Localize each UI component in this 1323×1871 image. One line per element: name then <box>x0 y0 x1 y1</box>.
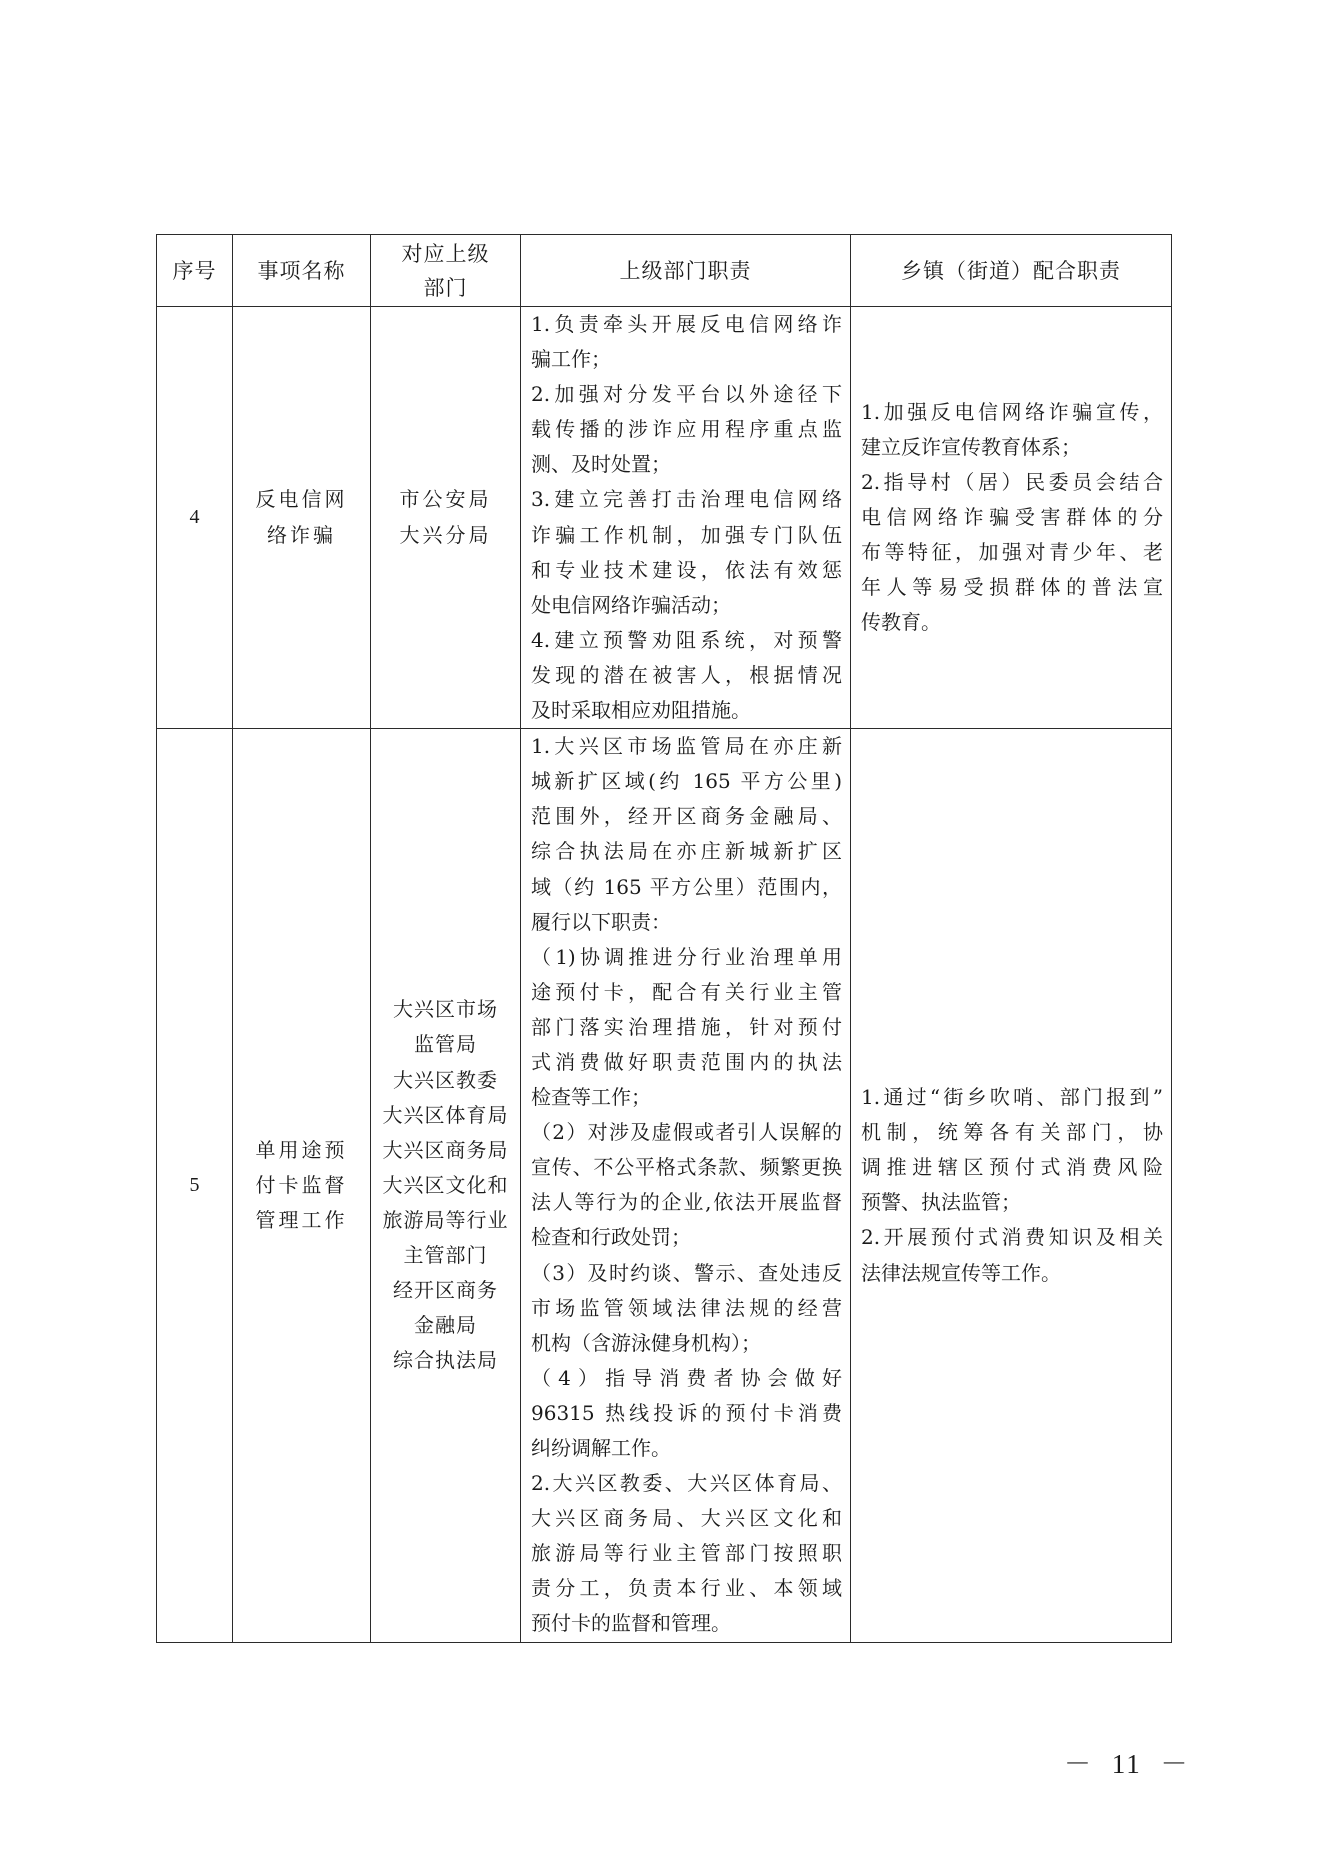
row-item-name <box>233 729 371 1642</box>
dept-line: 经开区商务 <box>393 1278 498 1303</box>
item-name-line: 单用途预 <box>255 1137 348 1162</box>
duty-line: （3）及时约谈、警示、查处违反 <box>531 1260 842 1285</box>
page-number: － 11 － <box>1064 1749 1190 1779</box>
town-duty-line: 年人等易受损群体的普法宣 <box>861 575 1163 600</box>
duty-line: 宣传、不公平格式条款、频繁更换 <box>531 1155 842 1180</box>
dept-line: 大兴区文化和 <box>382 1172 509 1197</box>
duty-line: 及时采取相应劝阻措施。 <box>531 698 751 723</box>
row-upper-duties <box>521 307 851 729</box>
duty-line: 骗工作； <box>531 347 611 372</box>
duty-line: 4.建立预警劝阻系统，对预警 <box>531 627 842 652</box>
duty-line: 1.大兴区市场监管局在亦庄新 <box>531 734 842 759</box>
header-dept <box>371 235 521 307</box>
town-duty-line: 法律法规宣传等工作。 <box>861 1260 1061 1285</box>
header-item-name: 事项名称 <box>233 235 371 307</box>
item-name-line: 付卡监督 <box>255 1172 348 1197</box>
duty-line: 测、及时处置； <box>531 452 671 477</box>
dept-line: 金融局 <box>414 1313 477 1338</box>
duty-line: （2）对涉及虚假或者引人误解的 <box>531 1120 842 1145</box>
duty-line: 检查等工作； <box>531 1085 651 1110</box>
duty-line: 预付卡的监督和管理。 <box>531 1611 731 1636</box>
town-duty-line: 机制，统筹各有关部门，协 <box>861 1120 1163 1145</box>
duty-line: 履行以下职责： <box>531 909 671 934</box>
town-duty-line: 建立反诈宣传教育体系； <box>861 434 1081 459</box>
duty-line: 式消费做好职责范围内的执法 <box>531 1049 842 1074</box>
duty-line: 大兴区商务局、大兴区文化和 <box>531 1506 842 1531</box>
dept-line: 大兴区市场 <box>393 997 498 1022</box>
town-duty-line: 1.加强反电信网络诈骗宣传， <box>861 399 1163 424</box>
duty-line: 机构（含游泳健身机构）； <box>531 1330 761 1355</box>
row-seq: 5 <box>157 729 233 1642</box>
header-dept-line: 部门 <box>423 275 468 300</box>
dept-line: 大兴区商务局 <box>382 1137 509 1162</box>
duty-line: 诈骗工作机制，加强专门队伍 <box>531 522 842 547</box>
town-duty-line: 预警、执法监管； <box>861 1190 1021 1215</box>
row-upper-duties <box>521 729 851 1642</box>
duty-line: 96315 热线投诉的预付卡消费 <box>531 1400 842 1425</box>
item-name-line: 反电信网 <box>255 487 348 512</box>
duty-line: 城新扩区域(约 165 平方公里) <box>531 769 842 794</box>
duty-line: 3.建立完善打击治理电信网络 <box>531 487 842 512</box>
duty-line: 域（约 165 平方公里）范围内， <box>531 874 842 899</box>
dept-line: 主管部门 <box>403 1242 488 1267</box>
item-name-line: 络诈骗 <box>267 522 336 547</box>
duty-line: 载传播的涉诈应用程序重点监 <box>531 417 842 442</box>
duty-line: 部门落实治理措施，针对预付 <box>531 1014 842 1039</box>
town-duty-line: 1.通过“街乡吹哨、部门报到” <box>861 1085 1163 1110</box>
table-row <box>157 729 1172 1642</box>
row-seq: 4 <box>157 307 233 729</box>
town-duty-line: 电信网络诈骗受害群体的分 <box>861 505 1163 530</box>
dept-line: 大兴区教委 <box>393 1067 498 1092</box>
duty-line: 发现的潜在被害人，根据情况 <box>531 662 842 687</box>
duty-line: 范围外，经开区商务金融局、 <box>531 804 842 829</box>
dept-line: 综合执法局 <box>393 1348 498 1373</box>
row-dept <box>371 307 521 729</box>
header-dept-line: 对应上级 <box>401 241 490 266</box>
dept-line: 大兴区体育局 <box>382 1102 509 1127</box>
table-row <box>157 307 1172 729</box>
row-town-duties <box>851 307 1172 729</box>
duty-line: 法人等行为的企业,依法开展监督 <box>531 1190 842 1215</box>
duty-line: 2.加强对分发平台以外途径下 <box>531 382 842 407</box>
item-name-line: 管理工作 <box>255 1207 348 1232</box>
town-duty-line: 布等特征，加强对青少年、老 <box>861 540 1163 565</box>
header-town-duties: 乡镇（街道）配合职责 <box>851 235 1172 307</box>
duty-line: 处电信网络诈骗活动； <box>531 592 731 617</box>
town-duty-line: 调推进辖区预付式消费风险 <box>861 1155 1163 1180</box>
duty-line: 综合执法局在亦庄新城新扩区 <box>531 839 842 864</box>
duty-line: 责分工，负责本行业、本领域 <box>531 1576 842 1601</box>
dept-line: 旅游局等行业 <box>382 1207 509 1232</box>
duty-line: 旅游局等行业主管部门按照职 <box>531 1541 842 1566</box>
duty-line: 和专业技术建设，依法有效惩 <box>531 557 842 582</box>
duty-line: 检查和行政处罚； <box>531 1225 691 1250</box>
duty-line: （1)协调推进分行业治理单用 <box>531 944 842 969</box>
town-duty-line: 2.开展预付式消费知识及相关 <box>861 1225 1163 1250</box>
duty-line: 纠纷调解工作。 <box>531 1436 671 1460</box>
town-duty-line: 传教育。 <box>861 610 941 635</box>
duty-line: 1.负责牵头开展反电信网络诈 <box>531 312 842 336</box>
dept-line: 市公安局 <box>399 487 492 512</box>
duty-line: 市场监管领域法律法规的经营 <box>531 1295 842 1320</box>
dept-line: 大兴分局 <box>399 522 492 547</box>
town-duty-line: 2.指导村（居）民委员会结合 <box>861 469 1163 494</box>
duty-line: （4）指导消费者协会做好 <box>531 1365 842 1390</box>
header-upper-duties: 上级部门职责 <box>521 235 851 307</box>
table-header-row <box>157 235 1172 307</box>
row-town-duties <box>851 729 1172 1642</box>
duty-line: 途预付卡，配合有关行业主管 <box>531 979 842 1004</box>
header-seq: 序号 <box>157 235 233 307</box>
row-item-name <box>233 307 371 729</box>
responsibility-table <box>156 234 1172 1643</box>
dept-line: 监管局 <box>414 1032 477 1057</box>
duty-line: 2.大兴区教委、大兴区体育局、 <box>531 1471 842 1496</box>
row-dept <box>371 729 521 1642</box>
